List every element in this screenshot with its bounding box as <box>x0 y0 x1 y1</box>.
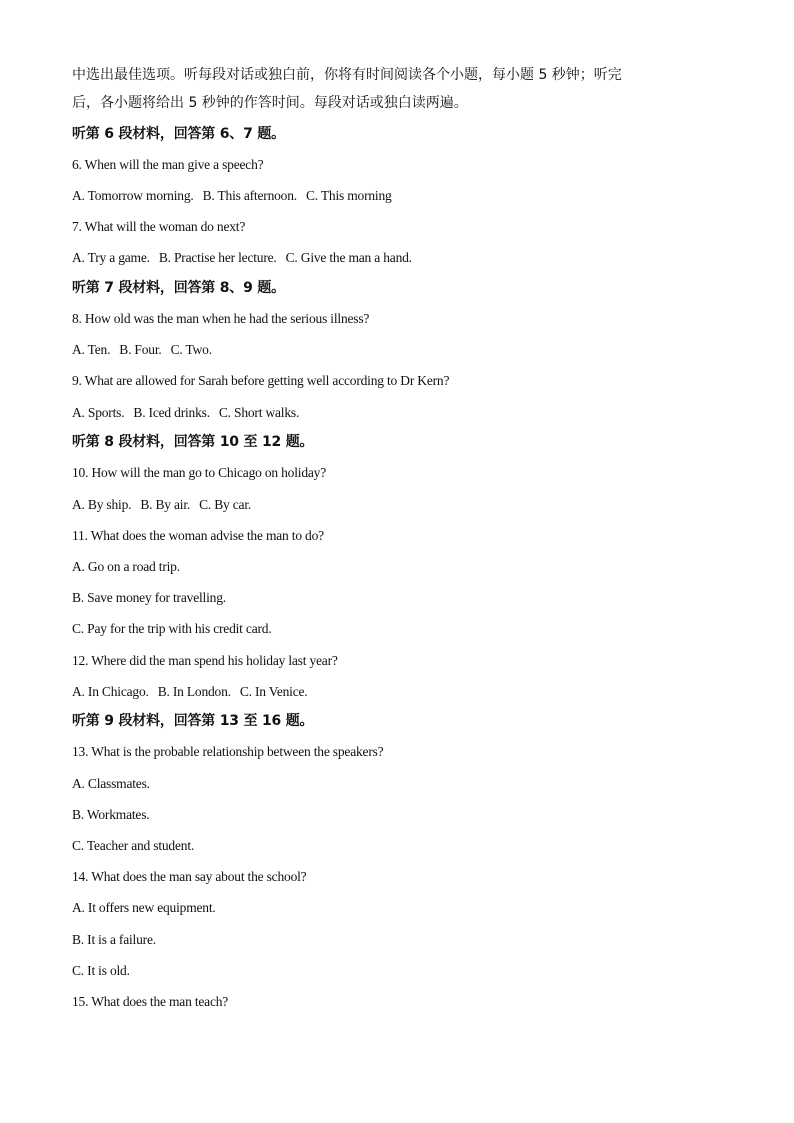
option-9c: C. Short walks. <box>218 405 300 420</box>
option-7c: C. Give the man a hand. <box>285 250 412 265</box>
section-heading-8: 听第 8 段材料，回答第 10 至 12 题。 <box>72 434 314 450</box>
question-9: 9. What are allowed for Sarah before getting well according to Dr Kern? <box>72 373 450 388</box>
options-10 <box>72 497 251 513</box>
option-12c: C. In Venice. <box>239 684 308 699</box>
option-10a: A. By ship. <box>72 497 132 512</box>
option-14a: A. It offers new equipment. <box>72 900 216 915</box>
option-12b: B. In London. <box>157 684 231 699</box>
option-11a: A. Go on a road trip. <box>72 559 180 574</box>
option-10b: B. By air. <box>140 497 191 512</box>
option-13b: B. Workmates. <box>72 807 150 822</box>
option-13c: C. Teacher and student. <box>72 838 195 853</box>
option-14c: C. It is old. <box>72 963 130 978</box>
option-8b: B. Four. <box>119 342 162 357</box>
question-6: 6. When will the man give a speech? <box>72 157 264 172</box>
options-8 <box>72 342 212 358</box>
question-15: 15. What does the man teach? <box>72 994 229 1009</box>
option-6c: C. This morning <box>305 188 392 203</box>
option-11b: B. Save money for travelling. <box>72 590 226 605</box>
instruction-line-2: 后，各小题将给出 5 秒钟的作答时间。每段对话或独白读两遍。 <box>72 95 468 111</box>
option-11c: C. Pay for the trip with his credit card. <box>72 621 272 636</box>
option-8a: A. Ten. <box>72 342 111 357</box>
instruction-line-1: 中选出最佳选项。听每段对话或独白前，你将有时间阅读各个小题，每小题 5 秒钟；听完 <box>72 67 622 83</box>
option-9b: B. Iced drinks. <box>133 405 210 420</box>
question-10: 10. How will the man go to Chicago on holiday? <box>72 465 327 480</box>
option-8c: C. Two. <box>170 342 212 357</box>
question-13: 13. What is the probable relationship between the speakers? <box>72 744 384 759</box>
section-heading-6: 听第 6 段材料，回答第 6、7 题。 <box>72 126 285 142</box>
option-6a: A. Tomorrow morning. <box>72 188 194 203</box>
option-6b: B. This afternoon. <box>202 188 297 203</box>
question-12: 12. Where did the man spend his holiday last year? <box>72 653 338 668</box>
question-11: 11. What does the woman advise the man to do? <box>72 528 324 543</box>
option-13a: A. Classmates. <box>72 776 150 791</box>
option-12a: A. In Chicago. <box>72 684 149 699</box>
options-12 <box>72 684 307 700</box>
question-8: 8. How old was the man when he had the serious illness? <box>72 311 370 326</box>
options-7 <box>72 250 412 266</box>
option-10c: C. By car. <box>199 497 252 512</box>
question-14: 14. What does the man say about the school? <box>72 869 307 884</box>
question-7: 7. What will the woman do next? <box>72 219 246 234</box>
options-9 <box>72 405 299 421</box>
section-heading-9: 听第 9 段材料，回答第 13 至 16 题。 <box>72 713 314 729</box>
option-14b: B. It is a failure. <box>72 932 156 947</box>
section-heading-7: 听第 7 段材料，回答第 8、9 题。 <box>72 280 285 296</box>
option-9a: A. Sports. <box>72 405 125 420</box>
option-7a: A. Try a game. <box>72 250 150 265</box>
options-6 <box>72 188 392 204</box>
option-7b: B. Practise her lecture. <box>158 250 277 265</box>
